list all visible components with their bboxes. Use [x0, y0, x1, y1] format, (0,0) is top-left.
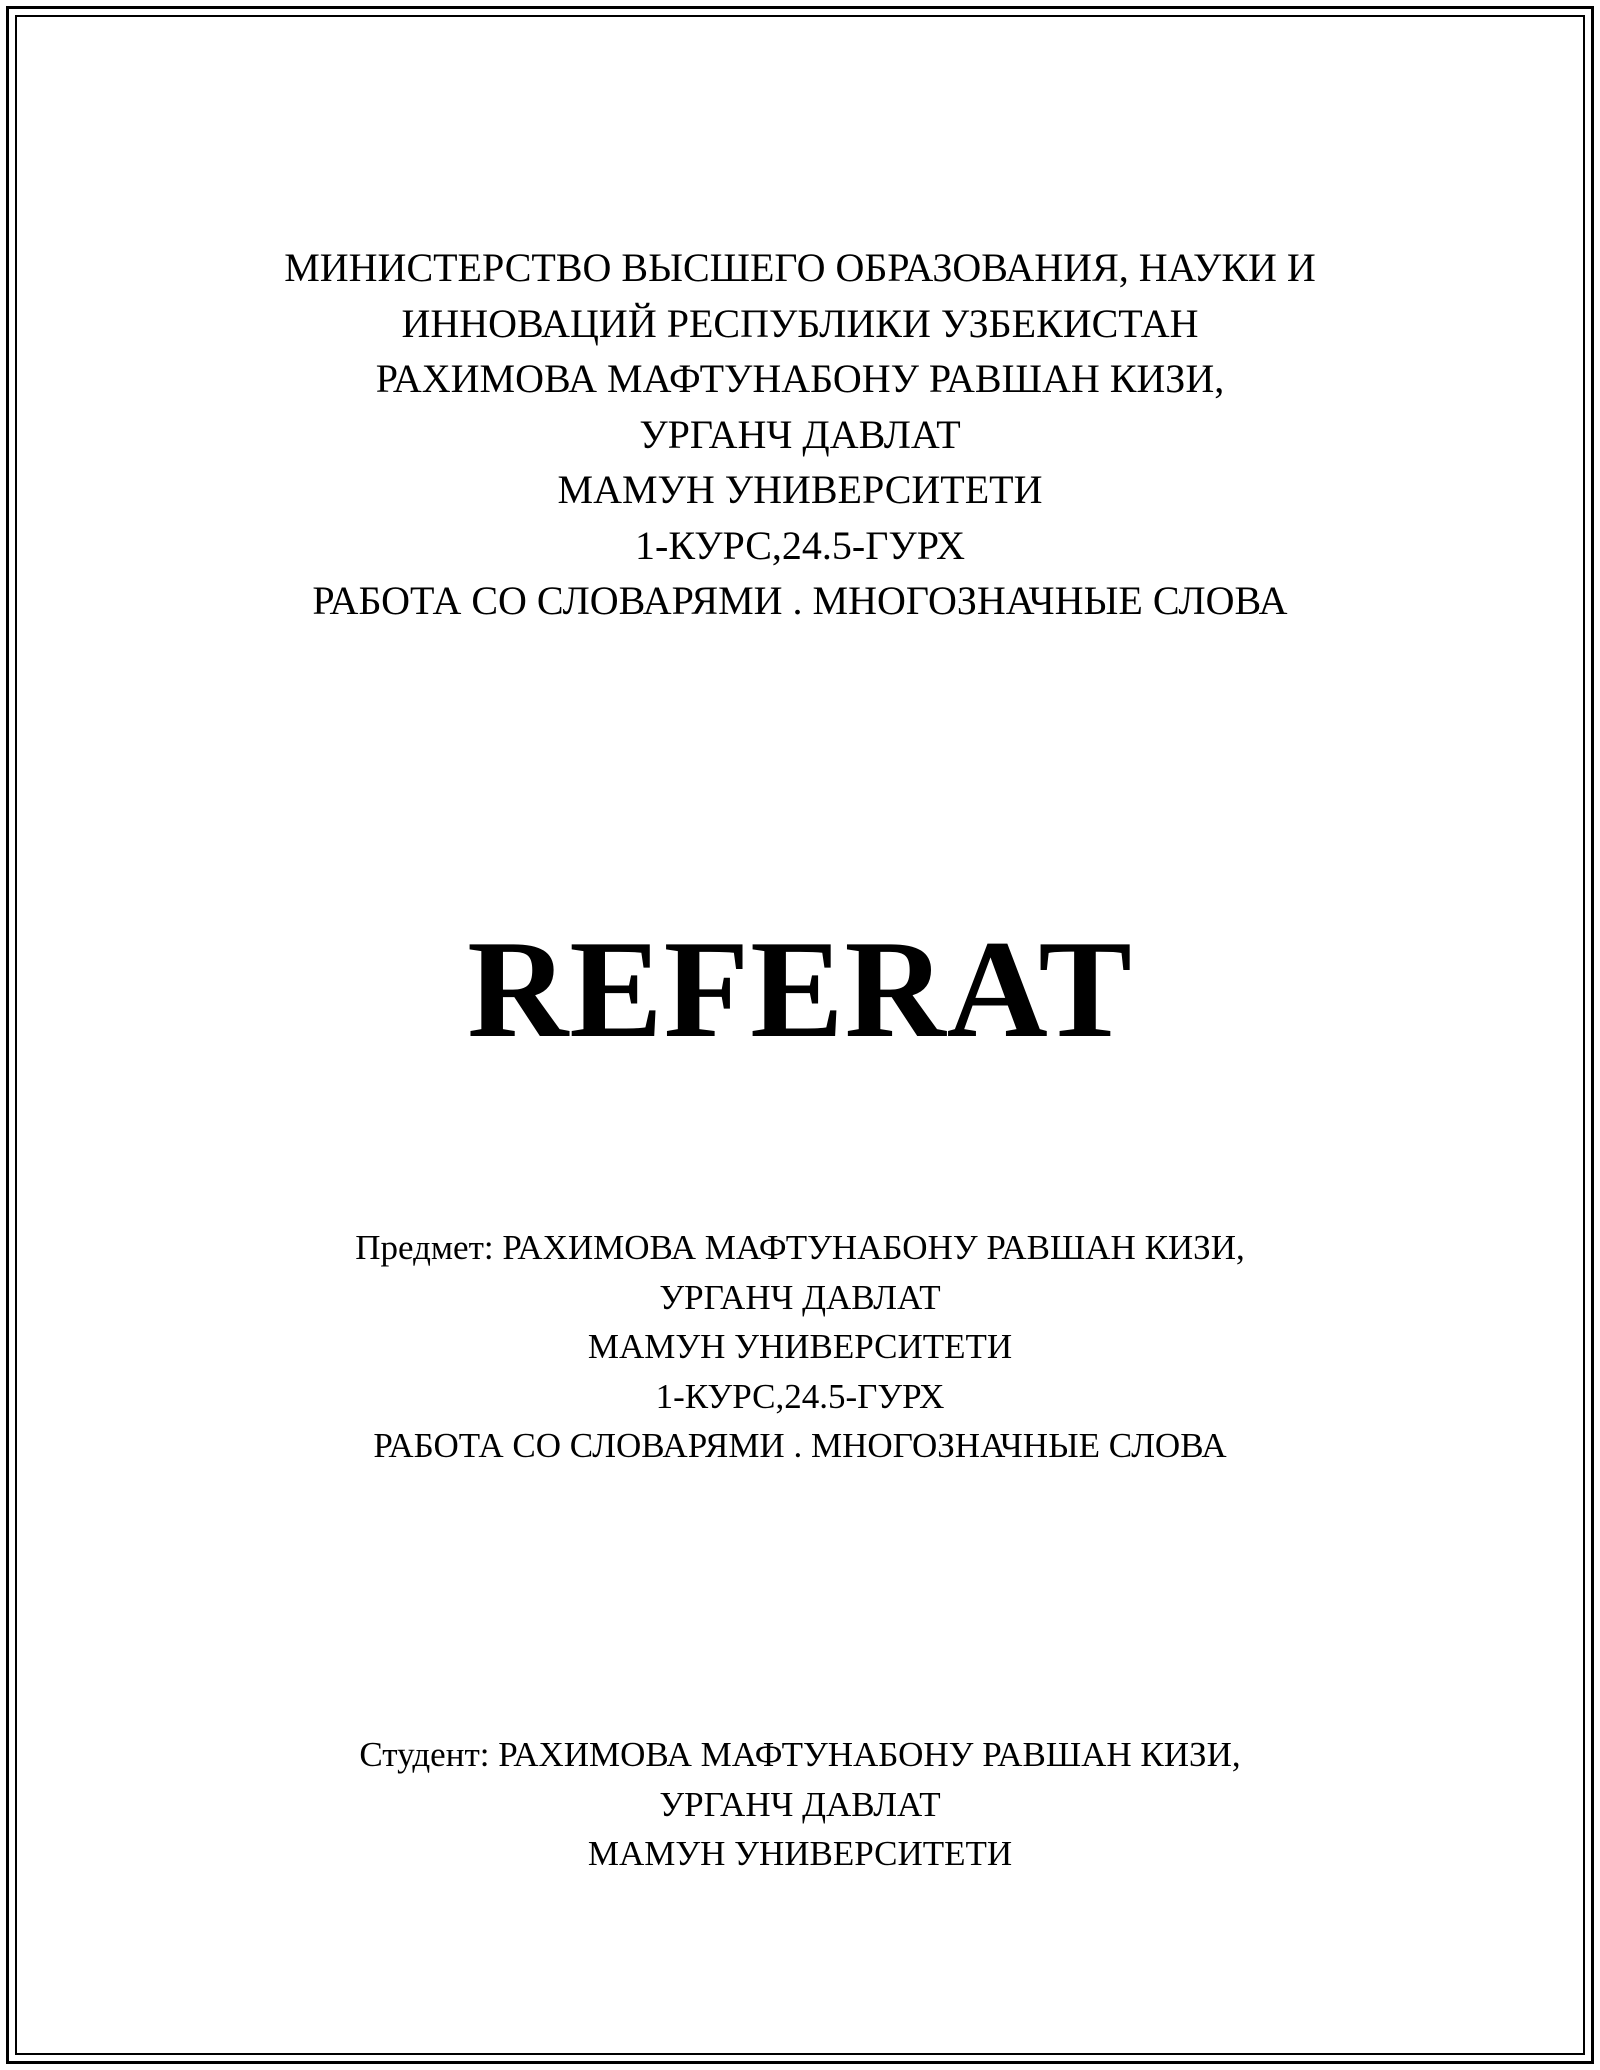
header-line: РАБОТА СО СЛОВАРЯМИ . МНОГОЗНАЧНЫЕ СЛОВА [312, 578, 1288, 623]
subject-line: РАБОТА СО СЛОВАРЯМИ . МНОГОЗНАЧНЫЕ СЛОВА [373, 1426, 1227, 1465]
header-line: ИННОВАЦИЙ РЕСПУБЛИКИ УЗБЕКИСТАН [401, 300, 1199, 346]
student-line: УРГАНЧ ДАВЛАТ [659, 1784, 941, 1824]
student-block [0, 1730, 1600, 1879]
subject-line: Предмет: РАХИМОВА МАФТУНАБОНУ РАВШАН КИЗИ, [355, 1228, 1245, 1267]
subject-line: УРГАНЧ ДАВЛАТ [659, 1277, 941, 1317]
document-title: REFERAT [467, 912, 1133, 1067]
header-line: 1-КУРС,24.5-ГУРХ [635, 522, 965, 568]
header-line: МАМУН УНИВЕРСИТЕТИ [557, 467, 1043, 512]
subject-block [0, 1223, 1600, 1471]
header-line: РАХИМОВА МАФТУНАБОНУ РАВШАН КИЗИ, [375, 356, 1225, 401]
header-block [0, 240, 1600, 629]
subject-line: МАМУН УНИВЕРСИТЕТИ [587, 1327, 1013, 1366]
subject-line: 1-КУРС,24.5-ГУРХ [655, 1376, 945, 1416]
student-line: МАМУН УНИВЕРСИТЕТИ [587, 1834, 1013, 1873]
header-line: УРГАНЧ ДАВЛАТ [639, 411, 961, 457]
header-line: МИНИСТЕРСТВО ВЫСШЕГО ОБРАЗОВАНИЯ, НАУКИ И [284, 245, 1316, 290]
student-line: Студент: РАХИМОВА МАФТУНАБОНУ РАВШАН КИЗИ, [359, 1735, 1241, 1774]
